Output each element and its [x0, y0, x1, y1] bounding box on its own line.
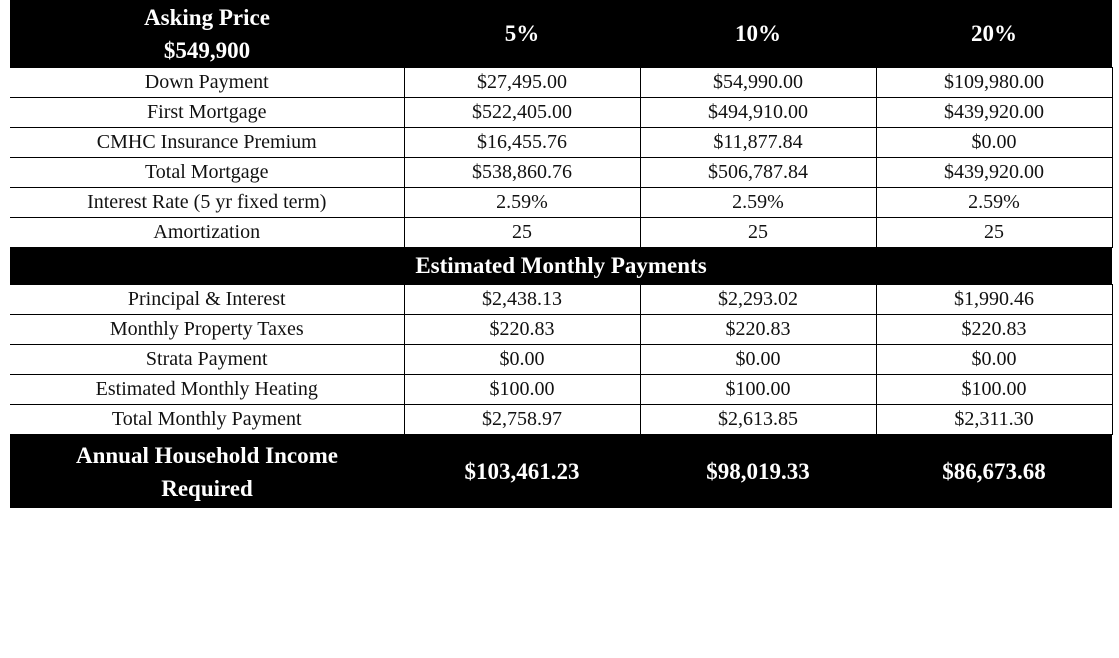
table-cell: 2.59% [640, 188, 876, 218]
table-cell: $439,920.00 [876, 98, 1112, 128]
table-cell: $2,293.02 [640, 285, 876, 315]
table-cell: $522,405.00 [404, 98, 640, 128]
left-edge-tick [10, 501, 11, 507]
table-row [10, 375, 1112, 405]
table-row [10, 405, 1112, 435]
table-cell: $2,613.85 [640, 405, 876, 435]
table-row [10, 285, 1112, 315]
annual-income-value: $86,673.68 [876, 435, 1112, 509]
table-cell: $27,495.00 [404, 68, 640, 98]
table-cell: $100.00 [404, 375, 640, 405]
annual-income-label-line1: Annual Household Income [75, 442, 338, 468]
table-cell: $100.00 [640, 375, 876, 405]
table-cell: $109,980.00 [876, 68, 1112, 98]
table-row [10, 158, 1112, 188]
annual-income-label-cell [10, 435, 404, 509]
annual-income-value: $103,461.23 [404, 435, 640, 509]
annual-income-label-line2: Required [161, 475, 253, 501]
table-row [10, 68, 1112, 98]
table-cell: $0.00 [876, 128, 1112, 158]
asking-price-cell [10, 0, 404, 68]
table-cell: $0.00 [404, 345, 640, 375]
table-cell: $2,438.13 [404, 285, 640, 315]
column-header-5pct: 5% [404, 0, 640, 68]
row-label: Strata Payment [10, 345, 404, 375]
table-cell: $100.00 [876, 375, 1112, 405]
row-label: Total Mortgage [10, 158, 404, 188]
row-label: Down Payment [10, 68, 404, 98]
asking-price-value: $549,900 [163, 37, 251, 63]
asking-price-label: Asking Price [144, 4, 270, 30]
annual-income-row [10, 435, 1112, 509]
table-cell: $506,787.84 [640, 158, 876, 188]
row-label: Interest Rate (5 yr fixed term) [10, 188, 404, 218]
header-row [10, 0, 1112, 68]
table-cell: $2,311.30 [876, 405, 1112, 435]
table-cell: $220.83 [404, 315, 640, 345]
row-label: Total Monthly Payment [10, 405, 404, 435]
table-cell: $1,990.46 [876, 285, 1112, 315]
table-cell: $0.00 [640, 345, 876, 375]
row-label: Principal & Interest [10, 285, 404, 315]
table-cell: $439,920.00 [876, 158, 1112, 188]
column-header-10pct: 10% [640, 0, 876, 68]
table-cell: 25 [404, 218, 640, 248]
table-cell: 2.59% [876, 188, 1112, 218]
table-cell: $538,860.76 [404, 158, 640, 188]
section-header-row [10, 248, 1112, 285]
section-title: Estimated Monthly Payments [10, 248, 1112, 285]
row-label: Monthly Property Taxes [10, 315, 404, 345]
table-cell: $220.83 [640, 315, 876, 345]
mortgage-table-sheet [10, 0, 1112, 508]
table-cell: $2,758.97 [404, 405, 640, 435]
table-row [10, 345, 1112, 375]
table-cell: 25 [876, 218, 1112, 248]
table-cell: 25 [640, 218, 876, 248]
table-row [10, 188, 1112, 218]
table-cell: $494,910.00 [640, 98, 876, 128]
row-label: Amortization [10, 218, 404, 248]
table-cell: $220.83 [876, 315, 1112, 345]
table-row [10, 128, 1112, 158]
table-cell: 2.59% [404, 188, 640, 218]
row-label: CMHC Insurance Premium [10, 128, 404, 158]
annual-income-value: $98,019.33 [640, 435, 876, 509]
table-row [10, 98, 1112, 128]
table-cell: $16,455.76 [404, 128, 640, 158]
table-cell: $54,990.00 [640, 68, 876, 98]
table-row [10, 315, 1112, 345]
column-header-20pct: 20% [876, 0, 1112, 68]
row-label: Estimated Monthly Heating [10, 375, 404, 405]
right-edge-tick [1111, 501, 1112, 507]
table-cell: $11,877.84 [640, 128, 876, 158]
table-bottom-edge [10, 501, 1112, 507]
mortgage-comparison-table [10, 0, 1113, 508]
row-label: First Mortgage [10, 98, 404, 128]
table-cell: $0.00 [876, 345, 1112, 375]
table-row [10, 218, 1112, 248]
